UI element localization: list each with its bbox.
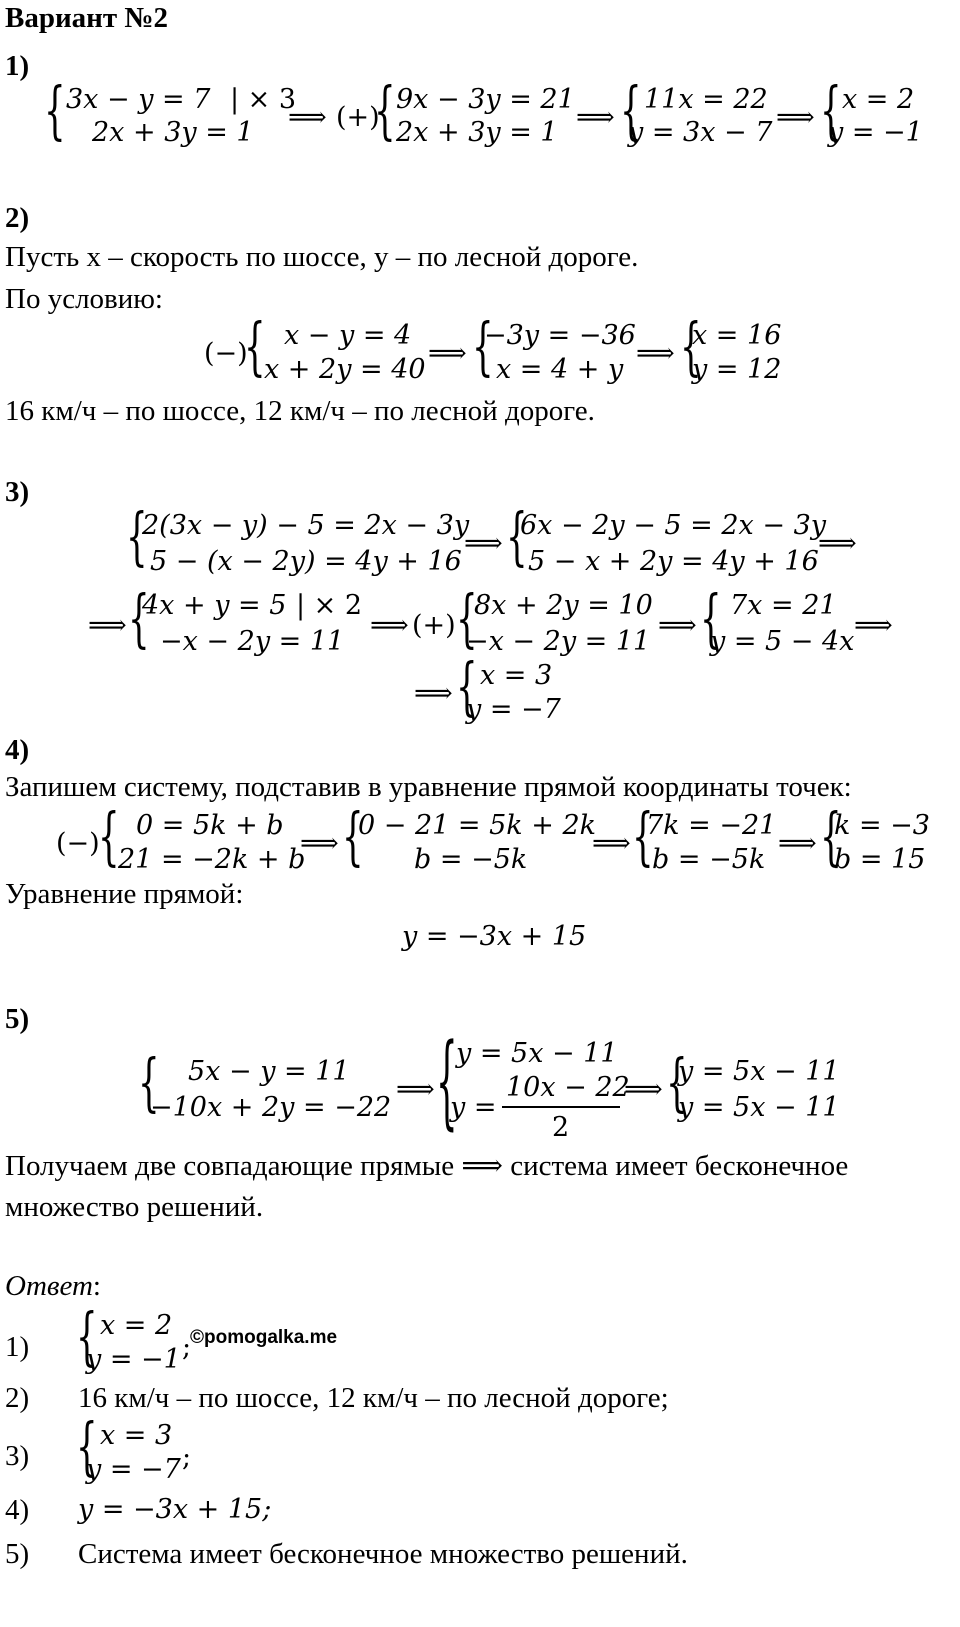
add-sign: (+) <box>336 102 380 133</box>
problem-5-text-1: Получаем две совпадающие прямые ⟹ система имеет бесконечное <box>5 1150 849 1182</box>
eq-line: b = 15 <box>834 844 926 875</box>
system-brace: { <box>620 74 642 149</box>
implies-arrow: ⟹ <box>464 528 503 559</box>
answer-colon: : <box>92 1270 101 1302</box>
eq-line: 8x + 2y = 10 <box>474 590 653 621</box>
eq-line: k = −3 <box>834 810 930 841</box>
eq-line: −x − 2y = 11 <box>466 626 651 657</box>
system-brace: { <box>666 1046 688 1121</box>
eq-line: y = 5x − 11 <box>678 1056 840 1087</box>
eq-line: −x − 2y = 11 <box>160 626 345 657</box>
eq-line: y = −1 <box>86 1344 181 1375</box>
problem-2-number: 2) <box>5 202 30 234</box>
answer-number: 5) <box>5 1538 30 1570</box>
implies-arrow: ⟹ <box>576 102 615 133</box>
system-brace: { <box>76 1410 98 1485</box>
problem-5-text-2: множество решений. <box>5 1191 264 1223</box>
eq-line: 5 − (x − 2y) = 4y + 16 <box>150 546 462 577</box>
eq-line: x = 2 <box>100 1310 173 1341</box>
eq-line: x + 2y = 40 <box>264 354 426 385</box>
eq-line: y = −1 <box>828 117 923 148</box>
implies-arrow: ⟹ <box>854 610 893 641</box>
system-brace: { <box>126 500 148 575</box>
system-brace: { <box>436 1023 458 1143</box>
eq-line: b = −5k <box>652 844 766 875</box>
problem-5-number: 5) <box>5 1003 30 1035</box>
problem-4-intro: Запишем систему, подставив в уравнение прямой координаты точек: <box>5 771 852 803</box>
eq-line: 9x − 3y = 21 <box>396 84 575 115</box>
eq-line: 5x − y = 11 <box>188 1056 350 1087</box>
implies-arrow: ⟹ <box>624 1074 663 1105</box>
subtract-sign: (−) <box>56 828 100 859</box>
eq-line: −10x + 2y = −22 <box>150 1092 392 1123</box>
add-sign: (+) <box>412 610 456 641</box>
problem-3-number: 3) <box>5 476 30 508</box>
problem-2-result: 16 км/ч – по шоссе, 12 км/ч – по лесной дороге. <box>5 395 595 427</box>
eq-line: x = 16 <box>692 320 782 351</box>
system-brace: { <box>342 800 364 875</box>
implies-arrow: ⟹ <box>776 102 815 133</box>
implies-arrow: ⟹ <box>88 610 127 641</box>
eq-line: 11x = 22 <box>644 84 768 115</box>
eq-line: 21 = −2k + b <box>118 844 306 875</box>
subtract-sign: (−) <box>204 338 248 369</box>
eq-line: y = −7 <box>86 1454 181 1485</box>
system-brace: { <box>244 310 266 385</box>
page-title: Вариант №2 <box>5 2 169 34</box>
answer-end: ; <box>182 1442 192 1473</box>
system-brace: { <box>820 74 842 149</box>
eq-line: y = 5 − 4x <box>710 626 855 657</box>
eq-line: 2(3x − y) − 5 = 2x − 3y <box>142 510 470 541</box>
eq-line: y = 5x − 11 <box>456 1038 618 1069</box>
eq-line: b = −5k <box>414 844 528 875</box>
answer-number: 3) <box>5 1440 30 1472</box>
problem-1-number: 1) <box>5 50 30 82</box>
implies-arrow: ⟹ <box>658 610 697 641</box>
answer-text: Система имеет бесконечное множество решений. <box>78 1538 688 1570</box>
system-brace: { <box>680 310 702 385</box>
multiplier: | × 2 <box>296 590 363 621</box>
eq-line: 0 = 5k + b <box>136 810 284 841</box>
eq-line: 5 − x + 2y = 4y + 16 <box>528 546 819 577</box>
eq-line: y = −7 <box>466 694 561 725</box>
implies-arrow: ⟹ <box>636 338 675 369</box>
answer-number: 2) <box>5 1382 30 1414</box>
eq-line: 0 − 21 = 5k + 2k <box>358 810 596 841</box>
eq-line: 2x + 3y = 1 <box>92 117 254 148</box>
eq-line: y = 3x − 7 <box>628 117 773 148</box>
system-brace: { <box>456 650 478 725</box>
eq-line: 6x − 2y − 5 = 2x − 3y <box>520 510 827 541</box>
problem-2-intro: Пусть x – скорость по шоссе, y – по лесной дороге. <box>5 241 639 273</box>
answer-heading <box>5 1272 101 1301</box>
implies-arrow: ⟹ <box>370 610 409 641</box>
eq-line-lhs: y = <box>450 1092 497 1123</box>
eq-line: x = 3 <box>480 660 553 691</box>
implies-arrow: ⟹ <box>288 102 327 133</box>
eq-line: y = 5x − 11 <box>678 1092 840 1123</box>
eq-line: 7k = −21 <box>646 810 777 841</box>
system-brace: { <box>506 500 528 575</box>
answer-number: 1) <box>5 1331 30 1363</box>
eq-line: 3x − y = 7 <box>66 84 211 115</box>
system-brace: { <box>128 582 150 657</box>
eq-line: 7x = 21 <box>730 590 837 621</box>
eq-line: x = 3 <box>100 1420 173 1451</box>
problem-4-label: Уравнение прямой: <box>5 878 244 910</box>
line-equation: y = −3x + 15 <box>402 921 587 952</box>
eq-line: y = 12 <box>692 354 782 385</box>
system-brace: { <box>76 1300 98 1375</box>
eq-line: x = 2 <box>842 84 915 115</box>
implies-arrow: ⟹ <box>300 828 339 859</box>
problem-2-condition: По условию: <box>5 283 163 315</box>
watermark: ©pomogalka.me <box>190 1327 338 1348</box>
eq-line: 4x + y = 5 <box>142 590 287 621</box>
implies-arrow: ⟹ <box>592 828 631 859</box>
multiplier: | × 3 <box>230 84 297 115</box>
eq-line: x = 4 + y <box>496 354 624 385</box>
implies-arrow: ⟹ <box>428 338 467 369</box>
fraction-denominator: 2 <box>552 1112 570 1143</box>
eq-line: x − y = 4 <box>284 320 412 351</box>
implies-arrow: ⟹ <box>778 828 817 859</box>
eq-line: −3y = −36 <box>484 320 636 351</box>
implies-arrow: ⟹ <box>396 1074 435 1105</box>
system-brace: { <box>472 310 494 385</box>
system-brace: { <box>456 582 478 657</box>
answer-label: Ответ <box>5 1270 93 1302</box>
system-brace: { <box>820 800 842 875</box>
answer-text: 16 км/ч – по шоссе, 12 км/ч – по лесной дороге; <box>78 1382 669 1414</box>
system-brace: { <box>44 74 66 149</box>
system-brace: { <box>98 800 120 875</box>
answer-end: ; <box>182 1332 192 1363</box>
problem-4-number: 4) <box>5 734 30 766</box>
answer-text: y = −3x + 15; <box>78 1494 272 1525</box>
fraction-numerator: 10x − 22 <box>506 1072 630 1103</box>
eq-line: 2x + 3y = 1 <box>396 117 558 148</box>
system-brace: { <box>138 1046 160 1121</box>
system-brace: { <box>700 582 722 657</box>
system-brace: { <box>374 74 396 149</box>
implies-arrow: ⟹ <box>818 528 857 559</box>
answer-number: 4) <box>5 1494 30 1526</box>
implies-arrow: ⟹ <box>414 678 453 709</box>
system-brace: { <box>632 800 654 875</box>
fraction-bar <box>502 1106 620 1108</box>
